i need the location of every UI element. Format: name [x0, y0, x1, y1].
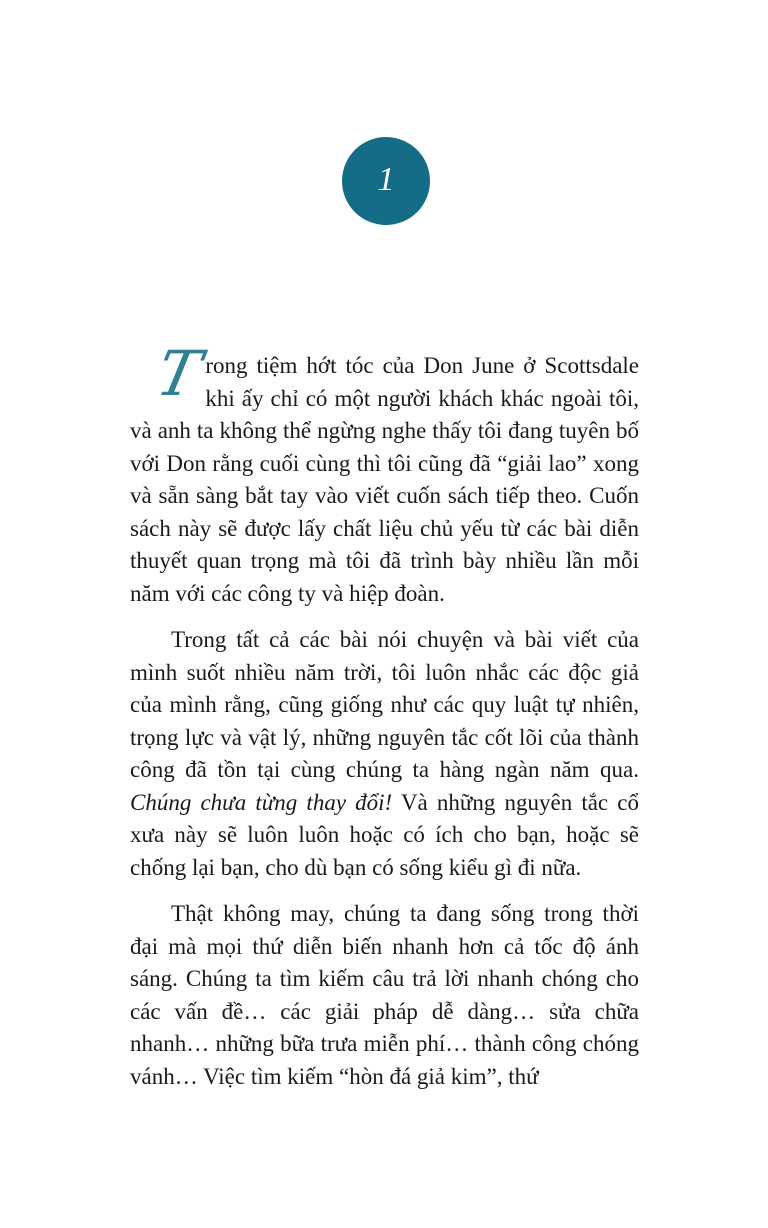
- paragraph-2-text-before: Trong tất cả các bài nói chuyện và bài viết của mình suốt nhiều năm trời, tôi luôn nhắc các độc giả của mình rằng, cũng giống như các quy luật tự nhiên, trọng lực và vật lý, những nguyên tắc cốt lõi của thành công đã tồn tại cùng chúng ta hàng ngàn năm qua.: [130, 627, 639, 782]
- chapter-number: 1: [377, 161, 395, 198]
- paragraph-2-emphasis: Chúng chưa từng thay đổi!: [130, 789, 393, 815]
- paragraph-2-text-after: Và những nguyên tắc cổ xưa này sẽ luôn luôn hoặc có ích cho bạn, hoặc sẽ chống lại bạn, cho dù bạn có sống kiểu gì đi nữa.: [130, 789, 639, 880]
- paragraph-1-text: rong tiệm hớt tóc của Don June ở Scottsdale khi ấy chỉ có một người khách khác ngoài tôi, và anh ta không thể ngừng nghe thấy tôi đang tuyên bố với Don rằng cuối cùng thì tôi cũng đã “giải lao” xong và sẵn sàng bắt tay vào viết cuốn sách tiếp theo. Cuốn sách này sẽ được lấy chất liệu chủ yếu từ các bài diễn thuyết quan trọng mà tôi đã trình bày nhiều lần mỗi năm với các công ty và hiệp đoàn.: [130, 353, 639, 606]
- chapter-number-badge: [342, 137, 430, 225]
- drop-cap: T: [150, 337, 208, 410]
- paragraph-3: [130, 898, 639, 1093]
- paragraph-3-text: Thật không may, chúng ta đang sống trong thời đại mà mọi thứ diễn biến nhanh hơn cả tốc độ ánh sáng. Chúng ta tìm kiếm câu trả lời nhanh chóng cho các vấn đề… các giải pháp dễ dàng… sửa chữa nhanh… những bữa trưa miễn phí… thành công chóng vánh… Việc tìm kiếm “hòn đá giả kim”, thứ: [130, 901, 639, 1089]
- paragraph-1: [130, 337, 639, 610]
- paragraph-2: [130, 624, 639, 884]
- chapter-body: [130, 337, 639, 1107]
